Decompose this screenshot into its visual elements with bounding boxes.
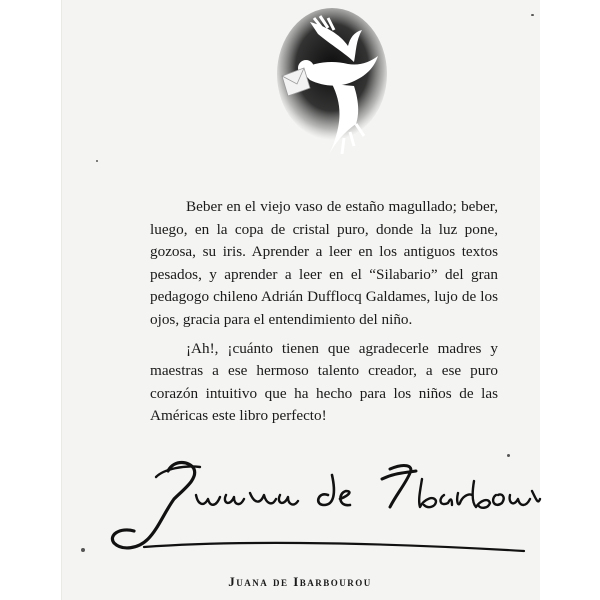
scan-speck [507,454,510,457]
scan-speck [81,548,85,552]
handwritten-signature [104,455,544,565]
body-text [150,196,498,434]
dove-icon [270,4,390,164]
page-edge [540,0,600,600]
scan-speck [96,160,98,162]
dove-illustration [270,4,390,164]
paragraph-1: Beber en el viejo vaso de estaño magullado; beber, luego, en la copa de cristal puro, donde la luz pone, gozosa, su iris. Aprender a leer en los antiguos textos pesados, y aprender a leer en el “Silabario” del gran pedagogo chileno Adrián Dufflocq Galdames, lujo de los ojos, gracia para el entendimiento del niño. [150,198,498,328]
scan-speck [531,14,534,16]
paragraph-2: ¡Ah!, ¡cuánto tienen que agradecerle madres y maestras a ese hermoso talento creador, a ese puro corazón intuitivo que ha hecho para los niños de las Américas este libro perfecto! [150,339,498,425]
author-name: Juana de Ibarbourou [228,574,372,589]
